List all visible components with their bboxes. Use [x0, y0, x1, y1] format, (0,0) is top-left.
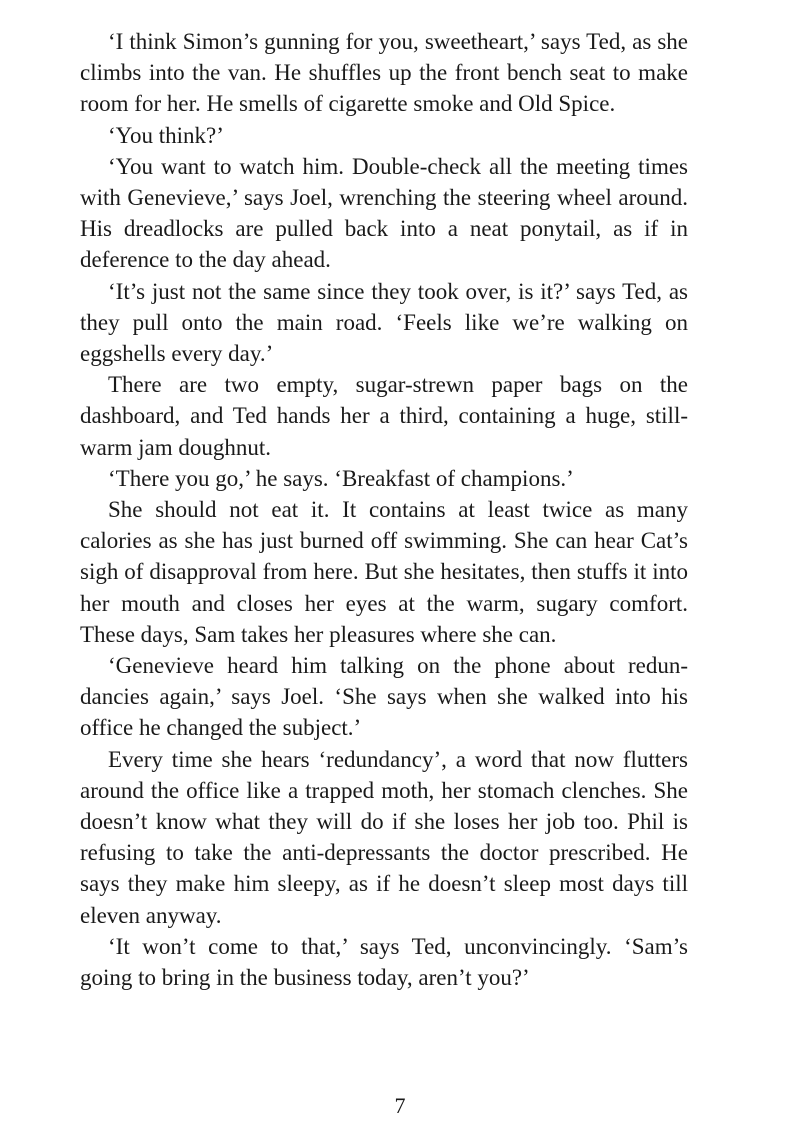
paragraph: ‘I think Simon’s gunning for you, sweetheart,’ says Ted, as she climbs into the van. He shuffles up the front bench seat to make room for her. He smells of cigarette smoke and Old Spice. [80, 29, 688, 117]
paragraph: ‘You think?’ [108, 122, 224, 148]
paragraph: ‘There you go,’ he says. ‘Breakfast of champions.’ [108, 465, 574, 491]
book-page-text [80, 26, 688, 993]
paragraph: ‘It’s just not the same since they took over, is it?’ says Ted, as they pull onto the main road. ‘Feels like we’re walking on eggshells every day.’ [80, 278, 688, 367]
paragraph: She should not eat it. It contains at least twice as many calories as she has just burned off swimming. She can hear Cat’s sigh of disapproval from here. But she hesitates, then stuffs it into her mouth and closes her eyes at the warm, sugary comfort. These days, Sam takes her pleasures where she can. [80, 497, 688, 647]
paragraph: There are two empty, sugar-strewn paper bags on the dashboard, and Ted hands her a third, containing a huge, still-warm jam doughnut. [80, 372, 688, 460]
page-number: 7 [394, 1093, 406, 1118]
paragraph: ‘Genevieve heard him talking on the phone about redundancies again,’ says Joel. ‘She says when she walked into his office he changed the subject.’ [80, 653, 688, 741]
paragraph: ‘You want to watch him. Double-check all the meeting times with Genevieve,’ says Joel, wrenching the steering wheel around. His dreadlocks are pulled back into a neat ponytail, as if in deference to the day ahead. [80, 153, 688, 273]
paragraph: ‘It won’t come to that,’ says Ted, unconvincingly. ‘Sam’s going to bring in the business today, aren’t you?’ [80, 933, 688, 991]
paragraph: Every time she hears ‘redundancy’, a word that now flutters around the office like a trapped moth, her stomach clenches. She doesn’t know what they will do if she loses her job too. Phil is refusing to take the anti-depressants the doctor prescribed. He says they make him sleepy, as if he doesn’t sleep most days till eleven anyway. [80, 746, 688, 928]
